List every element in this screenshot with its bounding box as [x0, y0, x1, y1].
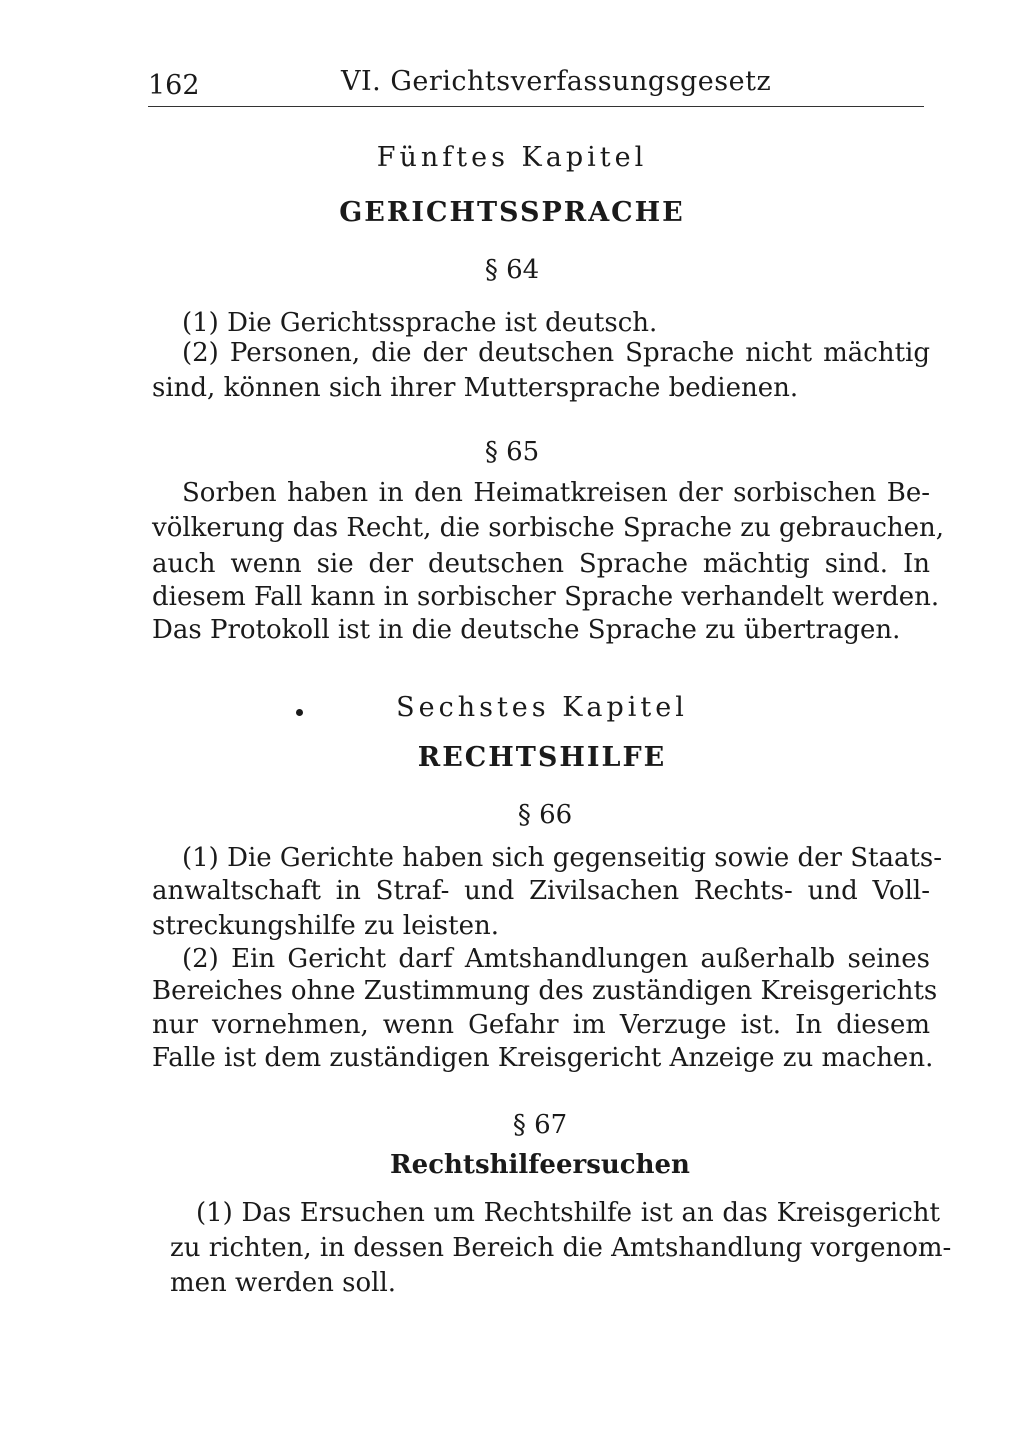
paragraph-line: (1) Die Gerichtssprache ist deutsch.: [182, 308, 658, 338]
paragraph-line: Das Protokoll ist in die deutsche Sprache zu übertragen.: [152, 615, 901, 645]
section-mark-65: § 65: [484, 437, 540, 467]
paragraph-line: anwaltschaft in Straf- und Zivilsachen Rechts- und Voll-: [152, 876, 930, 906]
paragraph-line: streckungshilfe zu leisten.: [152, 911, 499, 941]
section-mark-64: § 64: [484, 255, 540, 285]
paragraph-line: völkerung das Recht, die sorbische Sprache zu gebrauchen,: [152, 513, 945, 543]
paragraph-line: Sorben haben in den Heimatkreisen der sorbischen Be-: [182, 478, 930, 508]
chapter-heading: RECHTSHILFE: [417, 742, 667, 773]
chapter-heading: GERICHTSSPRACHE: [339, 197, 685, 228]
paragraph-line: Bereiches ohne Zustimmung des zuständigen Kreisgerichts: [152, 976, 938, 1006]
page-header: [148, 62, 928, 112]
paragraph-line: men werden soll.: [170, 1268, 397, 1298]
paragraph-line: nur vornehmen, wenn Gefahr im Verzuge ist. In diesem: [152, 1010, 930, 1040]
chapter-title: Sechstes Kapitel: [396, 692, 688, 723]
paragraph-line: sind, können sich ihrer Muttersprache bedienen.: [152, 373, 799, 403]
section-mark-66: § 66: [517, 800, 573, 830]
section-subtitle: Rechtshilfeersuchen: [390, 1150, 690, 1180]
paragraph-line: (1) Das Ersuchen um Rechtshilfe ist an das Kreisgericht: [196, 1198, 940, 1228]
page-number: 162: [148, 70, 200, 101]
paragraph-line: Falle ist dem zuständigen Kreisgericht Anzeige zu machen.: [152, 1043, 934, 1073]
paragraph-line: (1) Die Gerichte haben sich gegenseitig sowie der Staats-: [182, 843, 943, 873]
paragraph-line: diesem Fall kann in sorbischer Sprache verhandelt werden.: [152, 582, 940, 612]
running-head: VI. Gerichtsverfassungsgesetz: [341, 66, 772, 97]
paragraph-line: (2) Personen, die der deutschen Sprache nicht mächtig: [182, 338, 930, 368]
section-mark-67: § 67: [512, 1110, 568, 1140]
paragraph-line: auch wenn sie der deutschen Sprache mächtig sind. In: [152, 549, 930, 579]
header-rule: [148, 106, 924, 107]
paragraph-line: zu richten, in dessen Bereich die Amtshandlung vorgenom-: [170, 1233, 952, 1263]
paragraph-line: (2) Ein Gericht darf Amtshandlungen außerhalb seines: [182, 944, 930, 974]
chapter-title: Fünftes Kapitel: [376, 142, 648, 173]
